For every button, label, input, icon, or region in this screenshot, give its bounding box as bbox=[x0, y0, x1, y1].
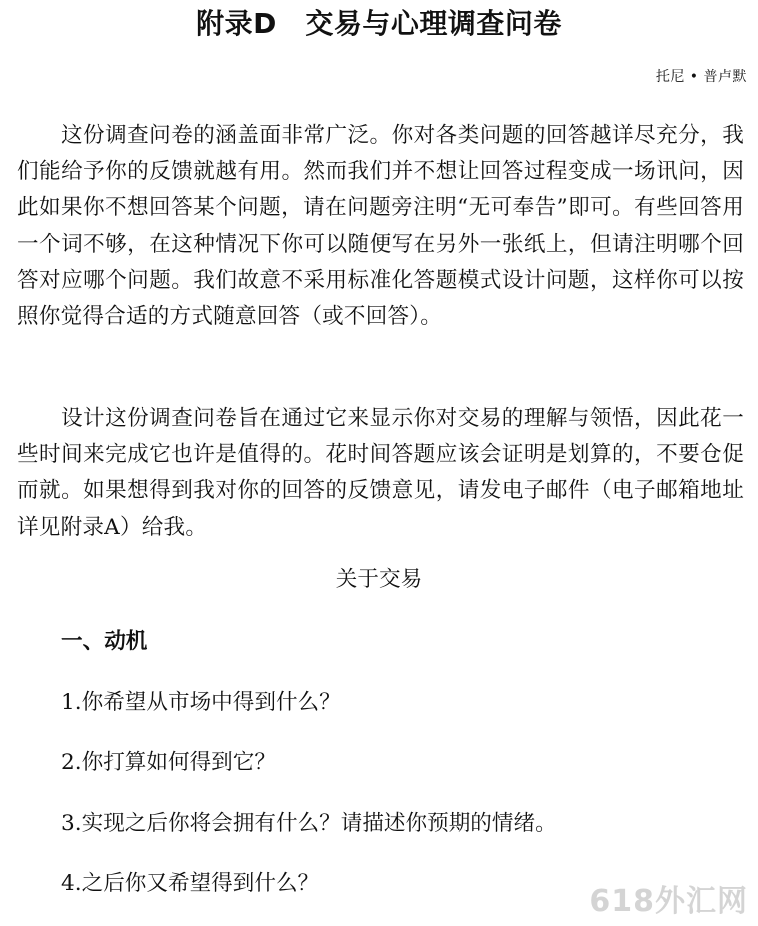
question-item: 2.你打算如何得到它？ bbox=[61, 750, 276, 775]
intro-paragraph-2: 设计这份调查问卷旨在通过它来显示你对交易的理解与领悟，因此花一些时间来完成它也许是值得的。花时间答题应该会证明是划算的，不要仓促而就。如果想得到我对你的回答的反馈意见，请发电子邮件（电子邮箱地址详见附录A）给我。 bbox=[17, 406, 744, 540]
watermark: 618外汇网 bbox=[589, 884, 748, 919]
question-item: 4.之后你又希望得到什么？ bbox=[61, 871, 320, 896]
intro-paragraph-1: 这份调查问卷的涵盖面非常广泛。你对各类问题的回答越详尽充分，我们能给予你的反馈就越有用。然而我们并不想让回答过程变成一场讯问，因此如果你不想回答某个问题，请在问题旁注明“无可奉告”即可。有些回答用一个词不够，在这种情况下你可以随便写在另外一张纸上，但请注明哪个回答对应哪个问题。我们故意不采用标准化答题模式设计问题，这样你可以按照你觉得合适的方式随意回答（或不回答）。 bbox=[17, 123, 744, 330]
question-item: 3.实现之后你将会拥有什么？请描述你预期的情绪。 bbox=[61, 811, 557, 836]
subsection-heading: 一、动机 bbox=[61, 629, 148, 654]
question-item: 1.你希望从市场中得到什么？ bbox=[61, 690, 341, 715]
section-title: 关于交易 bbox=[335, 567, 423, 592]
appendix-title: 附录D 交易与心理调查问卷 bbox=[196, 7, 562, 40]
author-name: 托尼 • 普卢默 bbox=[655, 69, 747, 85]
